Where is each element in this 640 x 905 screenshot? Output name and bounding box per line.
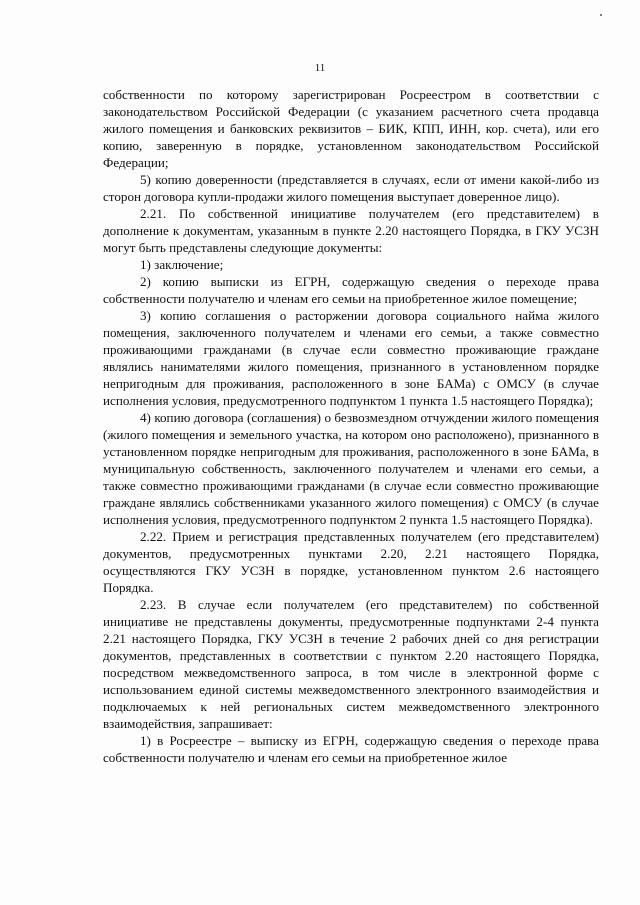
paragraph: 2.23. В случае если получателем (его представителем) по собственной инициативе не представлены документы, предусмотренные подпунктами 2-4 пункта 2.21 настоящего Порядка, ГКУ УСЗН в течение 2 рабочих дней со дня регистрации документов, представленных в соответствии с пунктом 2.20 настоящего Порядка, посредством межведомственного запроса, в том числе в электронной форме с использованием единой системы межведомственного электронного взаимодействия и подключаемых к ней региональных систем межведомственного электронного взаимодействия, запрашивает: [103, 597, 599, 731]
document-body [103, 86, 599, 766]
paragraph: 1) в Росреестре – выписку из ЕГРН, содержащую сведения о переходе права собственности получателю и членам его семьи на приобретенное жилое [103, 733, 599, 765]
paragraph: 3) копию соглашения о расторжении договора социального найма жилого помещения, заключенного получателем и членами его семьи, а также совместно проживающими гражданами (в случае если совместно проживающие граждане являлись нанимателями жилого помещения, признанного в установленном порядке непригодным для проживания, расположенного в зоне БАМа) с ОМСУ (в случае исполнения условия, предусмотренного подпунктом 1 пункта 1.5 настоящего Порядка); [103, 308, 599, 408]
paragraph: 2.22. Прием и регистрация представленных получателем (его представителем) документов, предусмотренных пунктами 2.20, 2.21 настоящего Порядка, осуществляются ГКУ УСЗН в порядке, установленном пунктом 2.6 настоящего Порядка. [103, 529, 599, 595]
paragraph: 2) копию выписки из ЕГРН, содержащую сведения о переходе права собственности получателю и членам его семьи на приобретенное жилое помещение; [103, 274, 599, 306]
scan-speck [600, 14, 602, 16]
paragraph: 1) заключение; [140, 257, 224, 272]
paragraph: собственности по которому зарегистрирован Росреестром в соответствии с законодательством Российской Федерации (с указанием расчетного счета продавца жилого помещения и банковских реквизитов – БИК, КПП, ИНН, кор. счета), или его копию, заверенную в порядке, установленном законодательством Российской Федерации; [103, 87, 599, 170]
paragraph: 2.21. По собственной инициативе получателем (его представителем) в дополнение к документам, указанным в пункте 2.20 настоящего Порядка, в ГКУ УСЗН могут быть представлены следующие документы: [103, 206, 599, 255]
paragraph: 4) копию договора (соглашения) о безвозмездном отчуждении жилого помещения (жилого помещения и земельного участка, на котором оно расположено), признанного в установленном порядке непригодным для проживания, расположенного в зоне БАМа, в муниципальную собственность, заключенного получателем и членами его семьи, а также совместно проживающими гражданами (в случае если совместно проживающие граждане являлись собственниками указанного жилого помещения) с ОМСУ (в случае исполнения условия, предусмотренного подпунктом 2 пункта 1.5 настоящего Порядка). [103, 410, 599, 527]
page-number: 11 [314, 62, 326, 74]
paragraph: 5) копию доверенности (представляется в случаях, если от имени какой-либо из сторон договора купли-продажи жилого помещения выступает доверенное лицо). [103, 172, 599, 204]
